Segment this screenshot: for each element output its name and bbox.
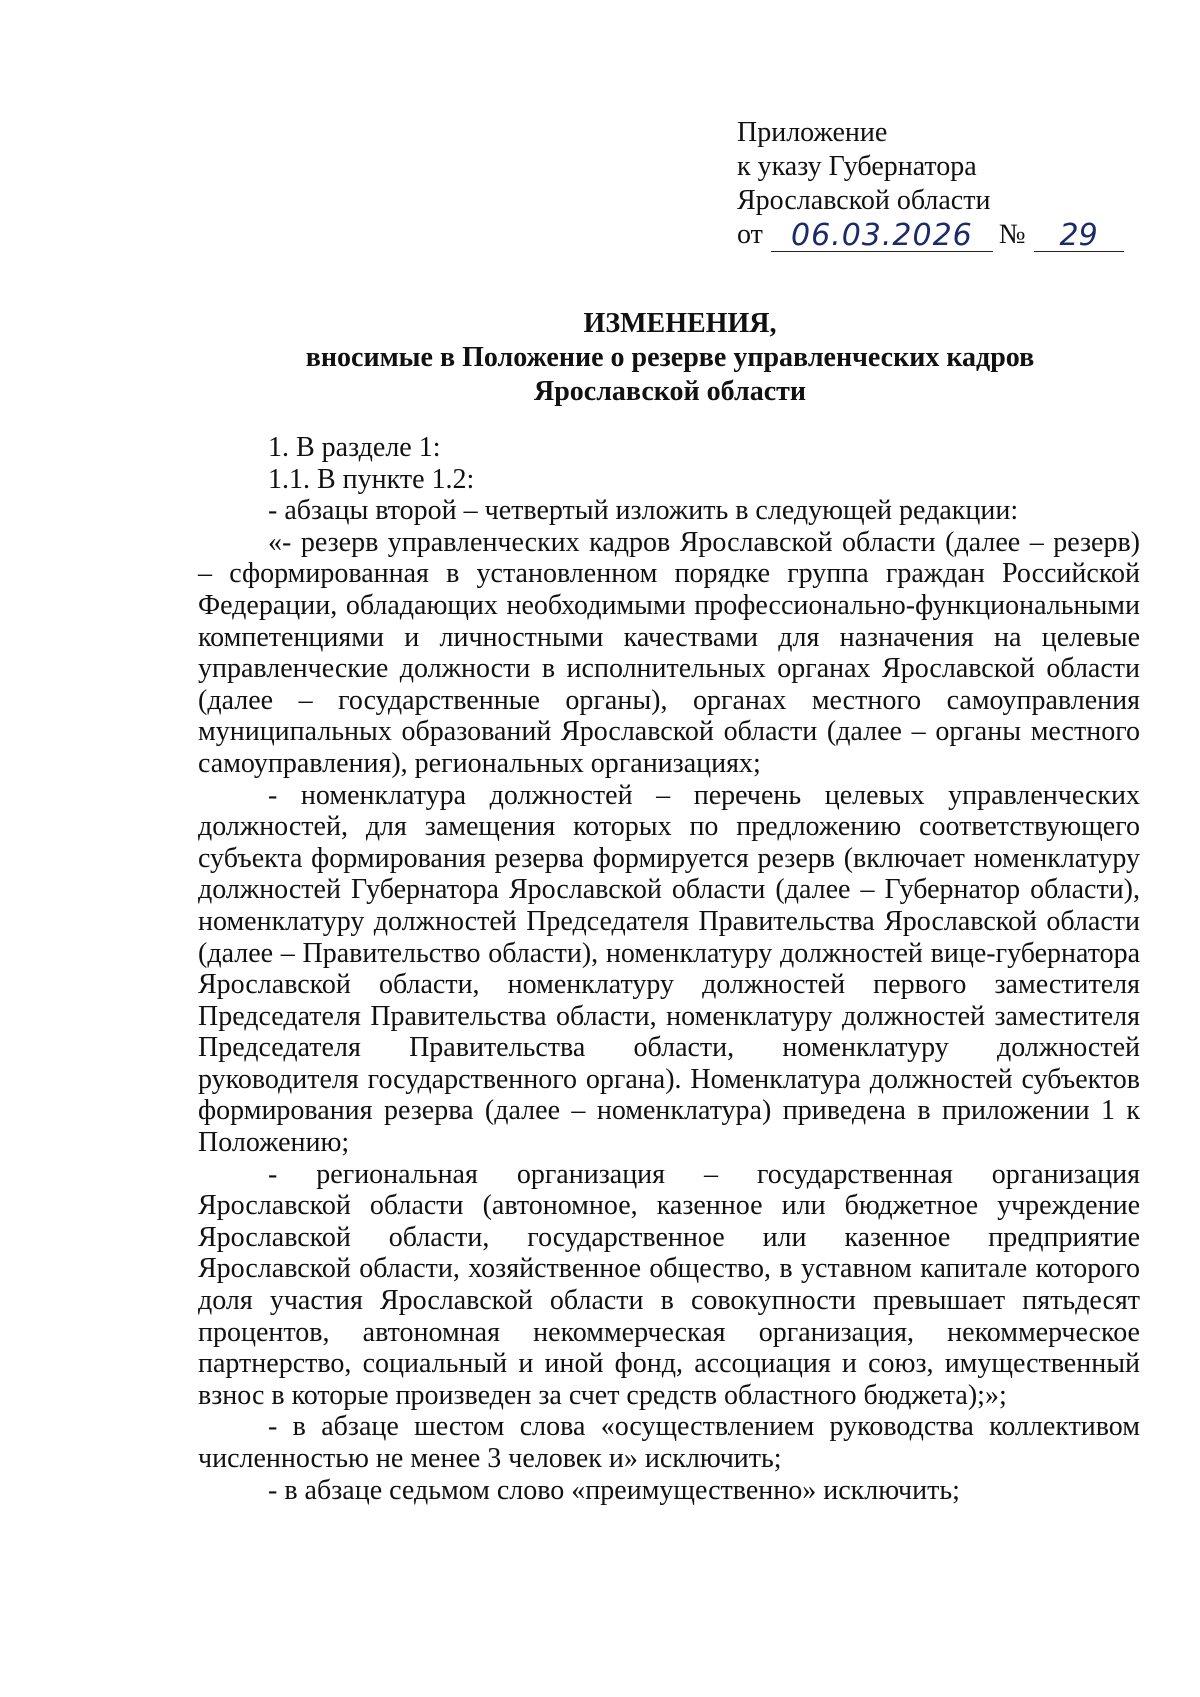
date-number-line xyxy=(737,218,1157,252)
document-body xyxy=(198,432,1140,1506)
paragraph-sixth-amendment: - в абзаце шестом слова «осуществлением руководства коллективом численностью не менее 3 человек и» исключить; xyxy=(198,1411,1140,1474)
title-region: Ярославской области xyxy=(533,376,807,407)
paragraph-section-1: 1. В разделе 1: xyxy=(268,432,441,463)
paragraph-regional-organization: - региональная организация – государственная организация Ярославской области (автономное, казенное или бюджетное учреждение Ярославской области, государственное или казенное предприятие Ярославской области, хозяйственное общество, в уставном капитале которого доля участия Ярославской области в совокупности превышает пятьдесят процентов, автономная некоммерческая организация, некоммерческое партнерство, социальный и иной фонд, ассоциация и союз, имущественный взнос в которые произведен за счет средств областного бюджета);»; xyxy=(198,1158,1140,1411)
paragraph-reserve-definition: «- резерв управленческих кадров Ярославской области (далее – резерв) – сформированная в установленном порядке группа граждан Российской Федерации, обладающих необходимыми профессионально-функциональными компетенциями и личностными качествами для назначения на целевые управленческие должности в исполнительных органах Ярославской области (далее – государственные органы), органах местного самоуправления муниципальных образований Ярославской области (далее – органы местного самоуправления), региональных организациях; xyxy=(198,526,1140,779)
appendix-header xyxy=(737,116,1157,252)
date-prefix: от xyxy=(737,219,763,250)
decree-reference: к указу Губернатора xyxy=(737,151,977,182)
paragraph-nomenclature-definition: - номенклатура должностей – перечень целевых управленческих должностей, для замещения которых по предложению соответствующего субъекта формирования резерва формируется резерв (включает номенклатуру должностей Губернатора Ярославской области (далее – Губернатор области), номенклатуру должностей Председателя Правительства Ярославской области (далее – Правительство области), номенклатуру должностей вице-губернатора Ярославской области, номенклатуру должностей первого заместителя Председателя Правительства области, номенклатуру должностей заместителя Председателя Правительства области, номенклатуру должностей руководителя государственного органа). Номенклатура должностей субъектов формирования резерва (далее – номенклатура) приведена в приложении 1 к Положению; xyxy=(198,779,1140,1159)
paragraph-clause-1-1: 1.1. В пункте 1.2: xyxy=(268,463,475,495)
document-title xyxy=(200,307,1140,409)
handwritten-date: 06.03.2026 xyxy=(771,221,993,252)
title-heading: ИЗМЕНЕНИЯ, xyxy=(583,308,777,339)
paragraph-instruction: - абзацы второй – четвертый изложить в следующей редакции: xyxy=(268,495,1019,527)
paragraph-seventh-amendment: - в абзаце седьмом слово «преимущественно» исключить; xyxy=(268,1474,960,1506)
region-name: Ярославской области xyxy=(737,185,991,216)
number-sign: № xyxy=(998,219,1026,250)
title-subheading: вносимые в Положение о резерве управленческих кадров xyxy=(305,342,1035,373)
appendix-label: Приложение xyxy=(737,117,888,148)
handwritten-number: 29 xyxy=(1034,221,1124,252)
